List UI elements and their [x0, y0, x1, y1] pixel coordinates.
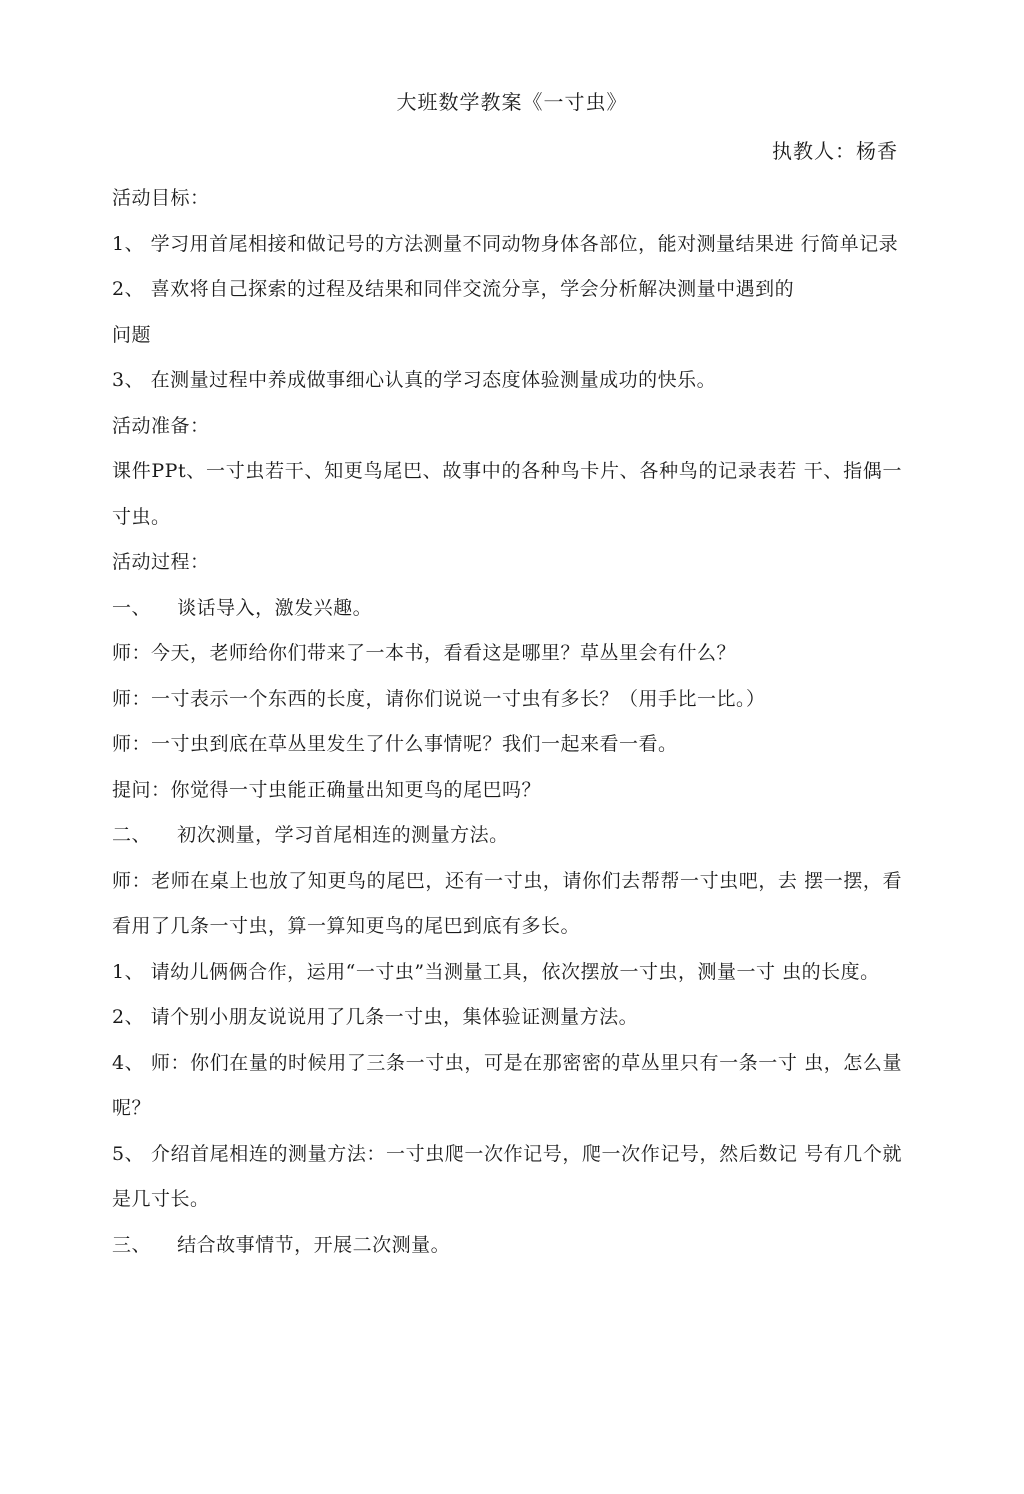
dialogue-line: 师：今天，老师给你们带来了一本书，看看这是哪里？草丛里会有什么？	[112, 642, 737, 664]
dialogue-line: 师：一寸表示一个东西的长度，请你们说说一寸虫有多长？（用手比一比。）	[112, 687, 766, 710]
goal-item-3: 3、 在测量过程中养成做事细心认真的学习态度体验测量成功的快乐。	[112, 369, 717, 391]
dialogue-line: 师：老师在桌上也放了知更鸟的尾巴，还有一寸虫，请你们去帮帮一寸虫吧，去 摆一摆，看看用了几条一寸虫，算一算知更鸟的尾巴到底有多长。	[112, 869, 902, 937]
preparation-text: 课件PPt、一寸虫若干、知更鸟尾巴、故事中的各种鸟卡片、各种鸟的记录表若 干、指偶一寸虫。	[112, 460, 902, 528]
step-2-item-2: 2、 请个别小朋友说说用了几条一寸虫，集体验证测量方法。	[112, 1006, 639, 1028]
goal-item-2: 2、 喜欢将自己探索的过程及结果和同伴交流分享，学会分析解决测量中遇到的	[112, 278, 795, 300]
section-heading-goals: 活动目标：	[112, 187, 210, 209]
process-step-2-heading: 二、 初次测量，学习首尾相连的测量方法。	[112, 824, 509, 846]
step-2-item-4: 4、 师：你们在量的时候用了三条一寸虫，可是在那密密的草丛里只有一条一寸 虫，怎么量呢？	[112, 1051, 902, 1119]
process-step-3-heading: 三、 结合故事情节，开展二次测量。	[112, 1233, 451, 1256]
goal-item-2-continued: 问题	[112, 323, 152, 346]
document-title: 大班数学教案《一寸虫》	[396, 90, 628, 114]
step-2-item-5: 5、 介绍首尾相连的测量方法：一寸虫爬一次作记号，爬一次作记号，然后数记 号有几个就是几寸长。	[112, 1142, 902, 1210]
section-heading-preparation: 活动准备：	[112, 414, 210, 437]
process-step-1-heading: 一、 谈话导入，激发兴趣。	[112, 596, 373, 619]
question-line: 提问：你觉得一寸虫能正确量出知更鸟的尾巴吗？	[112, 778, 542, 801]
document-body	[112, 176, 902, 1268]
dialogue-line: 师：一寸虫到底在草丛里发生了什么事情呢？我们一起来看一看。	[112, 733, 678, 755]
author-line: 执教人：杨香	[772, 139, 898, 163]
step-2-item-1: 1、 请幼儿俩俩合作，运用“一寸虫”当测量工具，依次摆放一寸虫，测量一寸 虫的长度。	[112, 960, 880, 983]
section-heading-process: 活动过程：	[112, 551, 210, 573]
goal-item-1: 1、 学习用首尾相接和做记号的方法测量不同动物身体各部位，能对测量结果进 行简单记录	[112, 232, 899, 255]
